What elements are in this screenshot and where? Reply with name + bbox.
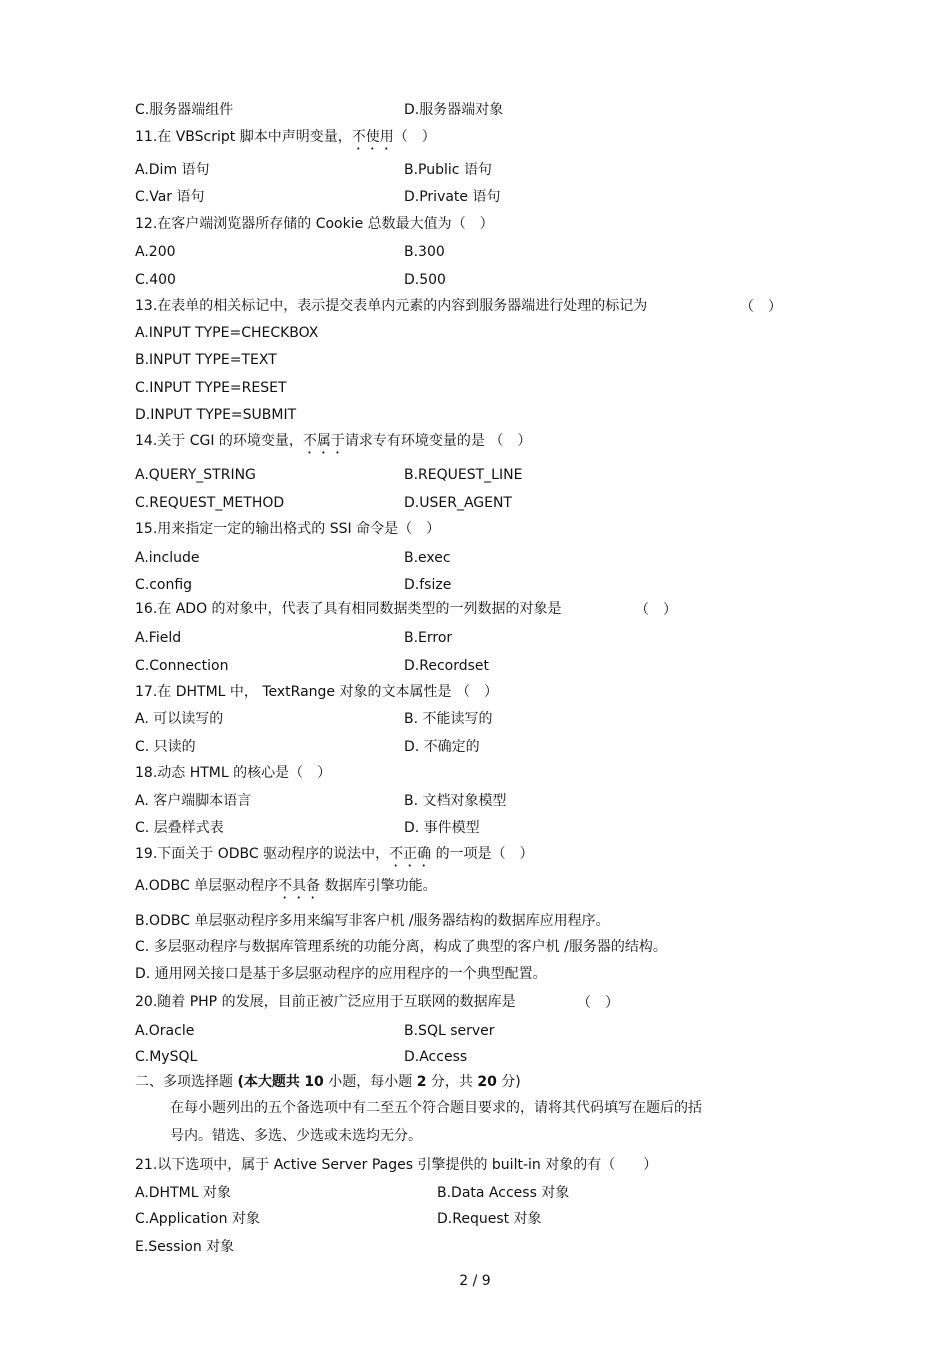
option-c: C. 层叠样式表	[135, 820, 224, 836]
section-heading: 二、多项选择题 (本大题共 10 小题，每小题 2 分，共 20 分)	[135, 1074, 521, 1090]
option-d: D. 不确定的	[404, 739, 480, 755]
option-a: A.Dim 语句	[135, 162, 210, 178]
option-d: D.Request 对象	[437, 1211, 542, 1227]
option-c: C. 只读的	[135, 739, 196, 755]
option-c: C.400	[135, 272, 176, 288]
option-d: D.服务器端对象	[404, 102, 504, 118]
option-c: C. 多层驱动程序与数据库管理系统的功能分离，构成了典型的客户机 /服务器的结构。	[135, 939, 667, 955]
section-instructions: 号内。错选、多选、少选或未选均无分。	[170, 1128, 422, 1144]
option-e: E.Session 对象	[135, 1239, 235, 1255]
option-a: A. 客户端脚本语言	[135, 793, 252, 809]
option-b: B.SQL server	[404, 1023, 495, 1039]
answer-paren: （ ）	[740, 299, 782, 315]
option-a: A.200	[135, 244, 176, 260]
option-d: D. 通用网关接口是基于多层驱动程序的应用程序的一个典型配置。	[135, 966, 547, 982]
answer-paren: （ ）	[635, 602, 677, 618]
question-15: 15.用来指定一定的输出格式的 SSI 命令是（ ）	[135, 521, 441, 537]
option-c: C.INPUT TYPE=RESET	[135, 380, 287, 396]
option-a: A.QUERY_STRING	[135, 467, 256, 483]
question-18: 18.动态 HTML 的核心是（ ）	[135, 765, 332, 781]
option-a: A.Oracle	[135, 1023, 195, 1039]
option-d: D.Private 语句	[404, 189, 501, 205]
option-d: D.Recordset	[404, 658, 489, 674]
question-13: 13.在表单的相关标记中，表示提交表单内元素的内容到服务器端进行处理的标记为	[135, 298, 648, 314]
option-a: A.INPUT TYPE=CHECKBOX	[135, 325, 319, 341]
question-16: 16.在 ADO 的对象中，代表了具有相同数据类型的一列数据的对象是	[135, 601, 562, 617]
question-11: 11.在 VBScript 脚本中声明变量，不使用（ ）	[135, 129, 436, 145]
option-b: B.ODBC 单层驱动程序多用来编写非客户机 /服务器结构的数据库应用程序。	[135, 913, 610, 929]
option-d: D.fsize	[404, 577, 452, 593]
question-20: 20.随着 PHP 的发展，目前正被广泛应用于互联网的数据库是	[135, 994, 516, 1010]
question-17: 17.在 DHTML 中， TextRange 对象的文本属性是 （ ）	[135, 684, 498, 700]
option-a: A. 可以读写的	[135, 711, 224, 727]
option-d: D.INPUT TYPE=SUBMIT	[135, 407, 297, 423]
option-b: B.300	[404, 244, 445, 260]
option-d: D.500	[404, 272, 446, 288]
option-d: D.Access	[404, 1049, 468, 1065]
question-21: 21.以下选项中，属于 Active Server Pages 引擎提供的 built-in 对象的有（ ）	[135, 1157, 658, 1173]
option-a: A.DHTML 对象	[135, 1185, 231, 1201]
option-b: B.Public 语句	[404, 162, 492, 178]
option-b: B.REQUEST_LINE	[404, 467, 523, 483]
question-19: 19.下面关于 ODBC 驱动程序的说法中，不正确 的一项是（ ）	[135, 846, 534, 862]
option-b: B. 不能读写的	[404, 711, 493, 727]
option-c: C.Application 对象	[135, 1211, 260, 1227]
option-b: B.Data Access 对象	[437, 1185, 570, 1201]
option-c: C.MySQL	[135, 1049, 198, 1065]
option-b: B.exec	[404, 550, 451, 566]
page-number: 2 / 9	[459, 1273, 491, 1289]
option-b: B. 文档对象模型	[404, 793, 507, 809]
option-c: C.服务器端组件	[135, 102, 234, 118]
option-a: A.include	[135, 550, 200, 566]
question-14: 14.关于 CGI 的环境变量，不属于请求专有环境变量的是 （ ）	[135, 433, 532, 449]
option-a: A.ODBC 单层驱动程序不具备 数据库引擎功能。	[135, 878, 437, 894]
option-d: D. 事件模型	[404, 820, 480, 836]
option-b: B.Error	[404, 630, 453, 646]
option-c: C.Connection	[135, 658, 229, 674]
option-c: C.REQUEST_METHOD	[135, 495, 285, 511]
question-12: 12.在客户端浏览器所存储的 Cookie 总数最大值为（ ）	[135, 216, 494, 232]
option-b: B.INPUT TYPE=TEXT	[135, 352, 277, 368]
option-c: C.Var 语句	[135, 189, 205, 205]
option-a: A.Field	[135, 630, 182, 646]
option-c: C.config	[135, 577, 193, 593]
option-d: D.USER_AGENT	[404, 495, 512, 511]
section-instructions: 在每小题列出的五个备选项中有二至五个符合题目要求的，请将其代码填写在题后的括	[170, 1100, 702, 1116]
answer-paren: （ ）	[577, 995, 619, 1011]
